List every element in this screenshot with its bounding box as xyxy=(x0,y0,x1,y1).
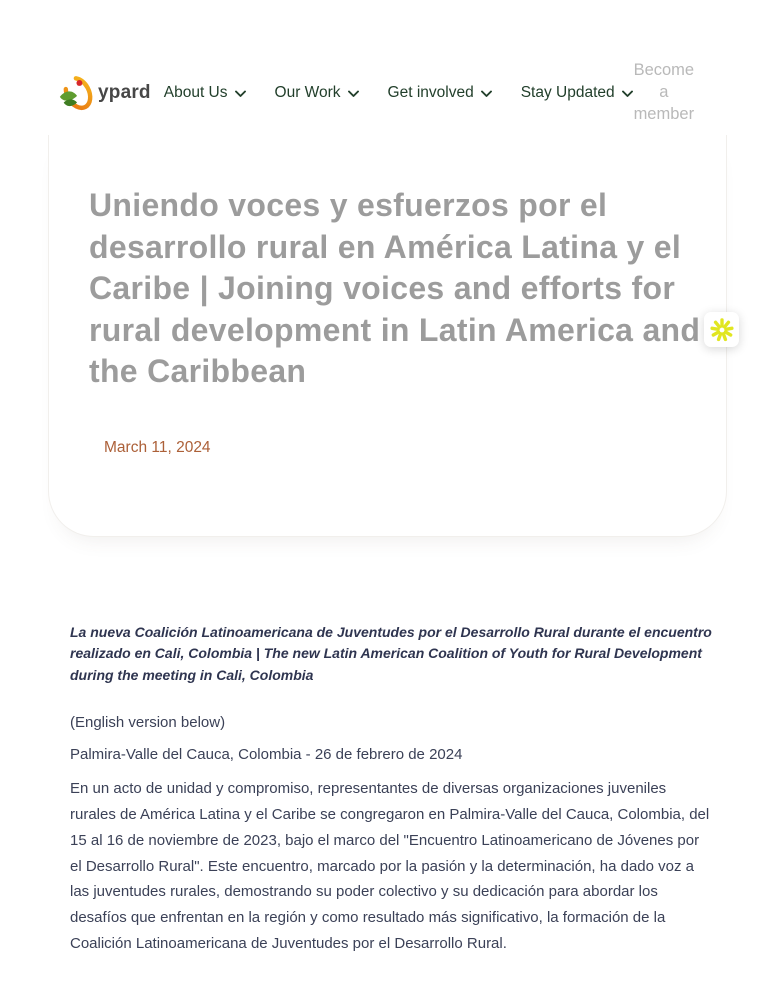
become-member-link[interactable]: Become a member xyxy=(633,61,695,123)
image-caption: La nueva Coalición Latinoamericana de Juventudes por el Desarrollo Rural durante el encuentro realizado en Cali, Colombia | The new Latin American Coalition of Youth for Rural Development during the meeting in Cali, Colombia xyxy=(70,624,712,683)
chevron-down-icon xyxy=(622,90,633,98)
language-note: (English version below) xyxy=(70,713,226,731)
nav-get-involved[interactable] xyxy=(388,84,492,102)
main-nav xyxy=(164,84,633,102)
hero-card xyxy=(48,135,727,537)
article-body xyxy=(70,622,713,957)
nav-label: About Us xyxy=(163,83,228,101)
chevron-down-icon xyxy=(481,90,492,98)
ypard-logo-icon xyxy=(57,71,99,115)
site-header xyxy=(0,0,773,125)
ypard-logo[interactable] xyxy=(57,71,151,115)
nav-our-work[interactable] xyxy=(275,84,359,102)
asterisk-burst-icon xyxy=(710,318,734,342)
logo-wordmark: ypard xyxy=(98,81,151,103)
article-paragraph: En un acto de unidad y compromiso, representantes de diversas organizaciones juveniles rurales de América Latina y el Caribe se congregaron en Palmira-Valle del Cauca, Colombia, del 15 al 16 de noviembre de 2023, bajo el marco del "Encuentro Latinoamericano de Jóvenes por el Desarrollo Rural". Este encuentro, marcado por la pasión y la determinación, ha dado voz a las juventudes rurales, demostrando su poder colectivo y su dedicación para abordar los desafíos que enfrentan en la región y como resultado más significativo, la formación de la Coalición Latinoamericana de Juventudes por el Desarrollo Rural. xyxy=(70,780,710,953)
chevron-down-icon xyxy=(235,90,246,98)
nav-label: Get involved xyxy=(387,83,474,101)
nav-about-us[interactable] xyxy=(164,84,246,102)
nav-label: Stay Updated xyxy=(520,83,615,101)
dateline: Palmira-Valle del Cauca, Colombia - 26 de febrero de 2024 xyxy=(70,745,463,763)
chevron-down-icon xyxy=(348,90,359,98)
page-title: Uniendo voces y esfuerzos por el desarrollo rural en América Latina y el Caribe | Joining voices and efforts for rural development in Latin America and the Caribbean xyxy=(89,187,701,390)
nav-stay-updated[interactable] xyxy=(521,84,633,102)
nav-label: Our Work xyxy=(274,83,341,101)
publish-date: March 11, 2024 xyxy=(104,439,211,456)
floating-widget-button[interactable] xyxy=(704,312,739,347)
